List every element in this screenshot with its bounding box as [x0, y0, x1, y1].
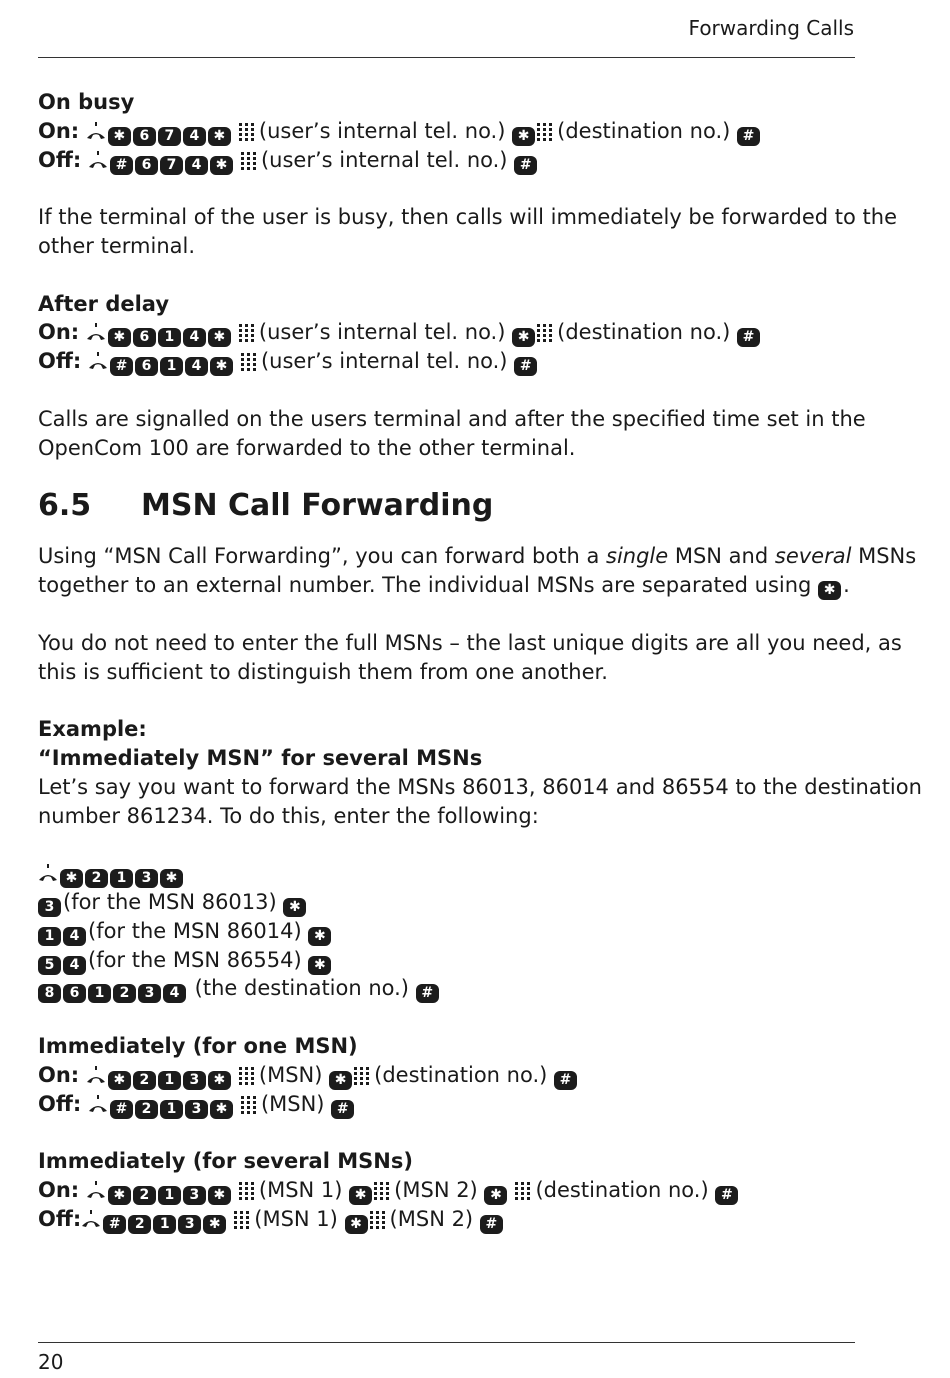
off-label: Off:	[38, 1091, 82, 1116]
immediately-several-off-line	[38, 1205, 868, 1234]
hash-key-icon	[416, 984, 439, 1003]
destination-number-text: (destination no.)	[557, 320, 731, 345]
user-number-text: (user’s internal tel. no.)	[260, 147, 508, 172]
section-title: MSN Call Forwarding	[141, 488, 494, 524]
digit-key-icon: 4	[163, 984, 186, 1003]
star-key-icon	[818, 581, 841, 600]
msn-text: (MSN)	[258, 1062, 323, 1087]
msn-2-text: (MSN 2)	[389, 1206, 474, 1231]
keypad-icon	[537, 324, 553, 342]
digit-key-icon: 6	[63, 984, 86, 1003]
digit-key-icon	[128, 1215, 151, 1234]
star-key-icon	[512, 127, 535, 146]
off-label: Off:	[38, 1206, 82, 1231]
digit-key-icon: 2	[113, 984, 136, 1003]
digit-key-icon: 4	[185, 357, 208, 376]
hash-key-icon	[331, 1100, 354, 1119]
msn-1-text: (MSN 1)	[254, 1206, 338, 1231]
star-key-icon	[208, 1071, 231, 1090]
on-busy-on-line	[38, 117, 868, 146]
digit-key-icon: 4	[183, 328, 206, 347]
keypad-icon	[374, 1182, 390, 1200]
digit-key-icon: 1	[88, 984, 111, 1003]
destination-number-text: (destination no.)	[374, 1062, 548, 1087]
star-key-icon	[108, 1071, 131, 1090]
hash-key-icon	[514, 357, 537, 376]
handset-icon	[88, 151, 108, 169]
example-subheading: “Immediately MSN” for several MSNs	[38, 745, 483, 770]
digit-key-icon: 2	[85, 869, 108, 888]
star-key-icon	[329, 1071, 352, 1090]
msn-intro-line-1	[38, 542, 917, 571]
immediately-one-on-line	[38, 1061, 868, 1090]
handset-icon	[88, 1095, 108, 1113]
msn-2-text: (MSN 2)	[394, 1177, 478, 1202]
digit-key-icon: 1	[158, 328, 181, 347]
keypad-icon	[239, 1182, 255, 1200]
hash-key-icon	[110, 1100, 133, 1119]
star-key-icon	[60, 869, 83, 888]
digit-key-icon	[158, 1186, 181, 1205]
hash-key-icon	[110, 156, 133, 175]
msn-note-line-2: this is sufficient to distinguish them from one another.	[38, 659, 608, 684]
handset-icon	[86, 1066, 106, 1084]
after-delay-heading: After delay	[38, 291, 170, 316]
digit-key-icon: 3	[135, 869, 158, 888]
digit-key-icon: 8	[38, 984, 61, 1003]
star-key-icon	[203, 1215, 226, 1234]
footer-divider	[38, 1342, 855, 1343]
step-text: (for the MSN 86013)	[63, 889, 277, 914]
digit-key-icon	[153, 1215, 176, 1234]
running-header: Forwarding Calls	[688, 16, 854, 40]
keypad-icon	[234, 1211, 250, 1229]
immediately-one-heading: Immediately (for one MSN)	[38, 1033, 358, 1058]
immediately-several-heading: Immediately (for several MSNs)	[38, 1149, 413, 1174]
star-key-icon	[160, 869, 183, 888]
user-number-text: (user’s internal tel. no.)	[260, 349, 508, 374]
keypad-icon	[537, 123, 553, 141]
keypad-icon	[241, 353, 257, 371]
keypad-icon	[241, 152, 257, 170]
user-number-text: (user’s internal tel. no.)	[258, 320, 506, 345]
digit-key-icon	[38, 927, 61, 946]
digit-key-icon: 1	[110, 869, 133, 888]
emphasis-single: single	[606, 544, 669, 569]
destination-number-text: (destination no.)	[557, 118, 731, 143]
step-text: (for the MSN 86014)	[88, 918, 302, 943]
handset-icon	[38, 864, 58, 882]
hash-key-icon	[554, 1071, 577, 1090]
hash-key-icon	[737, 127, 760, 146]
star-key-icon	[108, 127, 131, 146]
off-label: Off:	[38, 147, 82, 172]
page-body	[38, 88, 922, 1233]
msn-intro-text: together to an external number. The individual MSNs are separated using	[38, 573, 812, 598]
digit-key-icon: 7	[158, 127, 181, 146]
on-busy-description-1: If the terminal of the user is busy, then calls will immediately be forwarded to the	[38, 205, 898, 230]
hash-key-icon	[737, 328, 760, 347]
keypad-icon	[239, 1067, 255, 1085]
digit-key-icon	[63, 927, 86, 946]
handset-icon	[86, 1181, 106, 1199]
handset-icon	[86, 122, 106, 140]
star-key-icon	[484, 1186, 507, 1205]
hash-key-icon	[480, 1215, 503, 1234]
msn-note-line-1: You do not need to enter the full MSNs – the last unique digits are all you need, as	[38, 630, 902, 655]
digit-key-icon: 6	[133, 328, 156, 347]
keypad-icon	[370, 1211, 386, 1229]
star-key-icon	[108, 1186, 131, 1205]
section-number: 6.5	[38, 488, 92, 524]
digit-key-icon	[178, 1215, 201, 1234]
star-key-icon	[512, 328, 535, 347]
digit-key-icon	[183, 1186, 206, 1205]
star-key-icon	[210, 1100, 233, 1119]
digit-key-icon	[133, 1071, 156, 1090]
digit-key-icon: 6	[135, 357, 158, 376]
example-label: Example:	[38, 717, 147, 742]
keypad-icon	[239, 324, 255, 342]
after-delay-on-line	[38, 318, 868, 347]
star-key-icon	[308, 956, 331, 975]
handset-icon	[88, 352, 108, 370]
keypad-icon	[515, 1182, 531, 1200]
destination-number-text: (destination no.)	[535, 1177, 709, 1202]
section-heading	[38, 476, 868, 536]
digit-key-icon: 7	[160, 156, 183, 175]
digit-key-icon: 4	[183, 127, 206, 146]
handset-icon	[81, 1210, 101, 1228]
star-key-icon	[283, 898, 306, 917]
keypad-icon	[354, 1067, 370, 1085]
on-label: On:	[38, 118, 80, 143]
msn-intro-line-2	[38, 571, 868, 600]
digit-key-icon	[135, 1100, 158, 1119]
star-key-icon	[208, 127, 231, 146]
example-step-msn-1	[38, 888, 868, 917]
digit-key-icon: 6	[133, 127, 156, 146]
handset-icon	[86, 323, 106, 341]
digit-key-icon	[158, 1071, 181, 1090]
user-number-text: (user’s internal tel. no.)	[258, 118, 506, 143]
on-busy-heading: On busy	[38, 90, 135, 114]
immediately-one-off-line	[38, 1090, 868, 1119]
star-key-icon	[208, 1186, 231, 1205]
digit-key-icon	[133, 1186, 156, 1205]
header-divider	[38, 57, 855, 58]
on-busy-description-2: other terminal.	[38, 233, 196, 258]
msn-intro-text: MSNs	[851, 544, 917, 569]
example-intro-1: Let’s say you want to forward the MSNs 86013, 86014 and 86554 to the destination	[38, 774, 922, 799]
period: .	[843, 573, 850, 598]
star-key-icon	[345, 1215, 368, 1234]
example-intro-2: number 861234. To do this, enter the following:	[38, 803, 539, 828]
hash-key-icon	[514, 156, 537, 175]
digit-key-icon	[63, 956, 86, 975]
example-step-msn-3	[38, 946, 868, 975]
msn-intro-text: Using “MSN Call Forwarding”, you can forward both a	[38, 544, 606, 569]
example-step-msn-2	[38, 917, 868, 946]
digit-key-icon	[183, 1071, 206, 1090]
digit-key-icon: 1	[160, 357, 183, 376]
star-key-icon	[210, 156, 233, 175]
hash-key-icon	[103, 1215, 126, 1234]
digit-key-icon	[38, 956, 61, 975]
msn-intro-text: MSN and	[668, 544, 775, 569]
immediately-several-on-line	[38, 1176, 868, 1205]
digit-key-icon: 3	[138, 984, 161, 1003]
on-label: On:	[38, 320, 80, 345]
step-text: (for the MSN 86554)	[88, 947, 302, 972]
digit-key-icon	[38, 898, 61, 917]
on-busy-off-line	[38, 146, 868, 175]
keypad-icon	[239, 123, 255, 141]
star-key-icon	[208, 328, 231, 347]
on-label: On:	[38, 1177, 80, 1202]
star-key-icon	[349, 1186, 372, 1205]
digit-key-icon	[185, 1100, 208, 1119]
digit-key-icon: 6	[135, 156, 158, 175]
msn-text: (MSN)	[260, 1091, 325, 1116]
hash-key-icon	[110, 357, 133, 376]
star-key-icon	[308, 927, 331, 946]
keypad-icon	[241, 1096, 257, 1114]
step-text: (the destination no.)	[188, 976, 410, 1001]
after-delay-off-line	[38, 347, 868, 376]
star-key-icon	[210, 357, 233, 376]
after-delay-description-2: OpenCom 100 are forwarded to the other terminal.	[38, 435, 576, 460]
star-key-icon	[108, 328, 131, 347]
msn-1-text: (MSN 1)	[258, 1177, 343, 1202]
off-label: Off:	[38, 349, 82, 374]
example-step-prefix	[38, 859, 868, 888]
example-step-destination	[38, 974, 868, 1003]
hash-key-icon	[715, 1186, 738, 1205]
digit-key-icon: 4	[185, 156, 208, 175]
emphasis-several: several	[774, 544, 852, 569]
after-delay-description-1: Calls are signalled on the users terminal and after the specified time set in the	[38, 406, 866, 431]
digit-key-icon	[160, 1100, 183, 1119]
page-number: 20	[38, 1350, 64, 1374]
on-label: On:	[38, 1062, 80, 1087]
